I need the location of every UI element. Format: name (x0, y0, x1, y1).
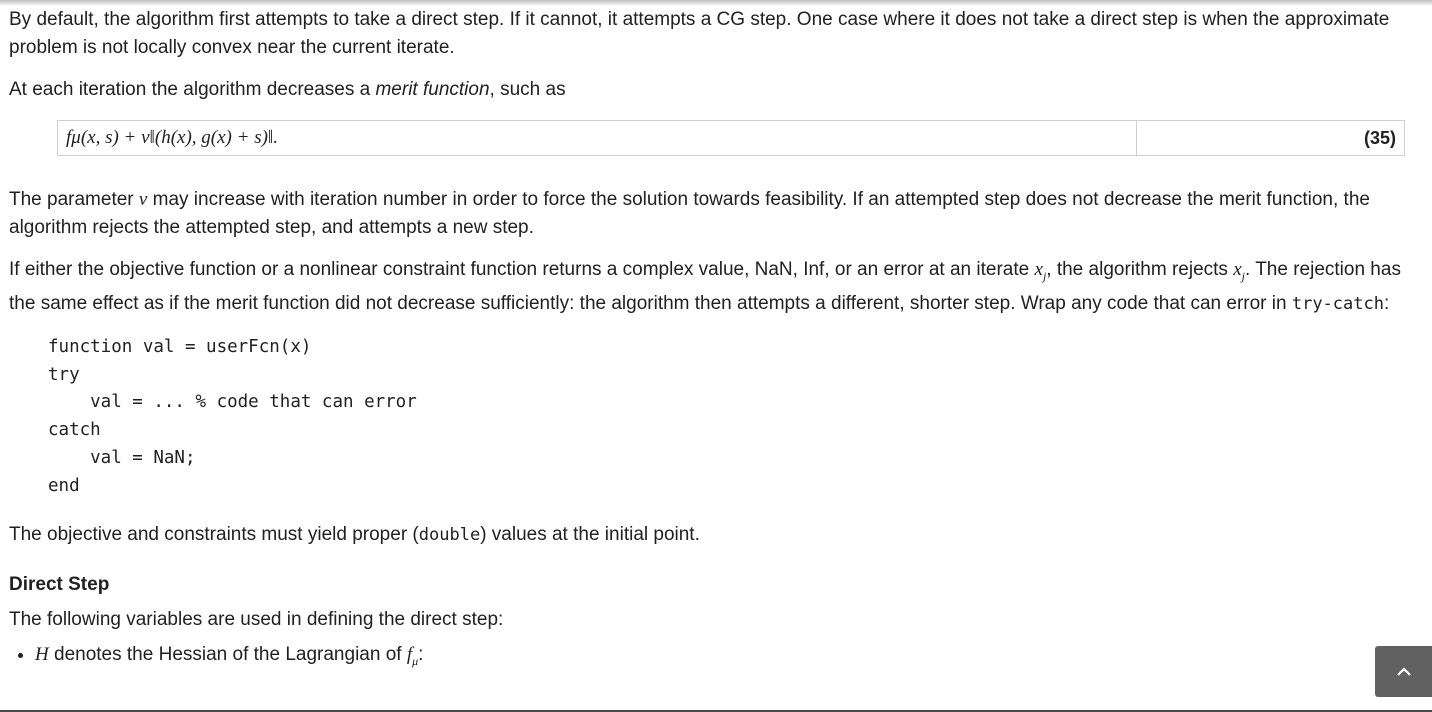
double-code: double (418, 524, 481, 545)
paragraph-parameter: The parameter ν may increase with iteration number in order to force the solution towards feasibility. If an attempted step does not decrease the merit function, the algorithm rejects the attempted step, and attempts a new step. (9, 189, 1370, 238)
code-block: function val = userFcn(x) try val = ... % code that can error catch val = NaN; end (48, 336, 417, 496)
iterate-symbol: $x_j$ (1034, 259, 1047, 283)
variable-list (9, 641, 1429, 675)
list-item: • H denotes the Hessian of the Lagrangian of $f_\mu$: (35, 641, 1429, 675)
section-heading-direct-step: Direct Step (9, 573, 110, 595)
f-mu-symbol: $f_\mu$ (406, 643, 419, 668)
paragraph-merit-intro: At each iteration the algorithm decreases a merit function, such as (9, 79, 566, 100)
iterate-symbol: $x_j$ (1233, 259, 1245, 283)
back-to-top-button[interactable] (1375, 646, 1432, 697)
paragraph-variables: The following variables are used in defining the direct step: (9, 608, 504, 630)
paragraph-direct-default: By default, the algorithm first attempts to take a direct step. If it cannot, it attempts a CG step. One case where it does not take a direct step is when the approximate problem is not locally convex near the current iterate. (9, 9, 1390, 58)
doc-content (9, 6, 1429, 674)
paragraph-initial-point: The objective and constraints must yield proper (double) values at the initial point. (9, 523, 700, 545)
merit-function-term: merit function (375, 79, 490, 100)
equation-number: (35) (1136, 121, 1404, 155)
equation-formula: fμ(x, s) + ν‖(h(x), g(x) + s)‖. (66, 127, 279, 148)
paragraph-rejection: If either the objective function or a nonlinear constraint function returns a complex value, NaN, Inf, or an error at an iterate $x_j$, the algorithm rejects $x_j$. The rejection has the same effect as if the merit function did not decrease sufficiently: the algorithm then attempts a different, shorter step. Wrap any code that can error in try-catch: (9, 259, 1401, 314)
chevron-up-icon (1395, 666, 1413, 678)
try-catch-code: try-catch (1291, 293, 1384, 314)
nu-symbol: ν (138, 189, 148, 210)
equation-box (57, 120, 1405, 156)
